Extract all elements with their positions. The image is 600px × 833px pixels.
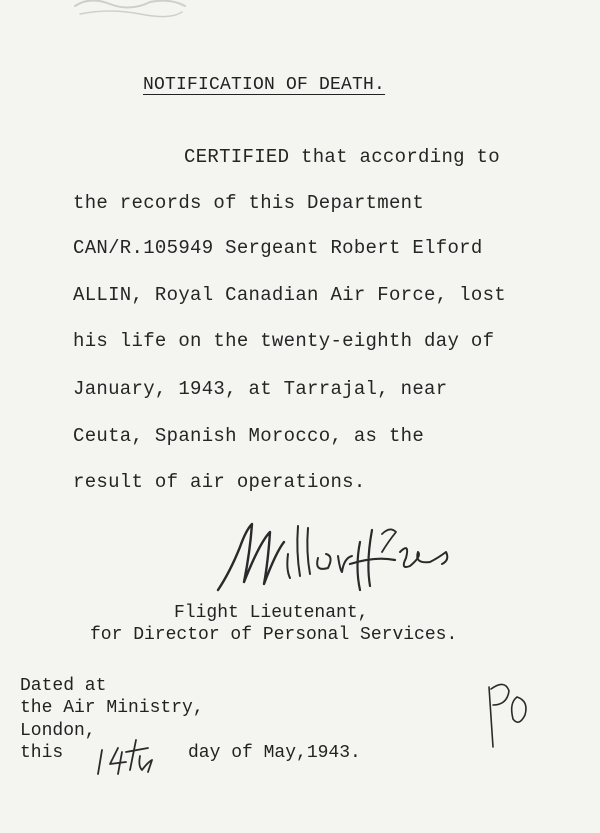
body-line-1: CERTIFIED that according to: [184, 146, 500, 168]
faded-stamp-mark: [70, 0, 190, 22]
marginal-initials-po: [475, 675, 535, 755]
dated-line-4-suffix: day of May,1943.: [188, 743, 361, 763]
dated-line-3: London,: [20, 721, 96, 741]
signatory-role: for Director of Personal Services.: [90, 625, 458, 645]
dated-line-1: Dated at: [20, 676, 107, 696]
body-line-8: result of air operations.: [73, 471, 366, 493]
dated-line-2: the Air Ministry,: [20, 698, 204, 718]
body-line-7: Ceuta, Spanish Morocco, as the: [73, 425, 425, 447]
signatory-rank: Flight Lieutenant,: [174, 603, 369, 623]
body-line-2: the records of this Department: [73, 192, 425, 214]
handwritten-signature: [210, 512, 460, 597]
body-line-5: his life on the twenty-eighth day of: [73, 330, 495, 352]
handwritten-day-14th: [96, 736, 160, 776]
body-line-6: January, 1943, at Tarrajal, near: [73, 378, 448, 400]
dated-line-4-prefix: this: [20, 743, 64, 763]
body-line-4: ALLIN, Royal Canadian Air Force, lost: [73, 284, 506, 306]
body-line-3: CAN/R.105949 Sergeant Robert Elford: [73, 237, 483, 259]
document-title: NOTIFICATION OF DEATH.: [143, 75, 386, 95]
